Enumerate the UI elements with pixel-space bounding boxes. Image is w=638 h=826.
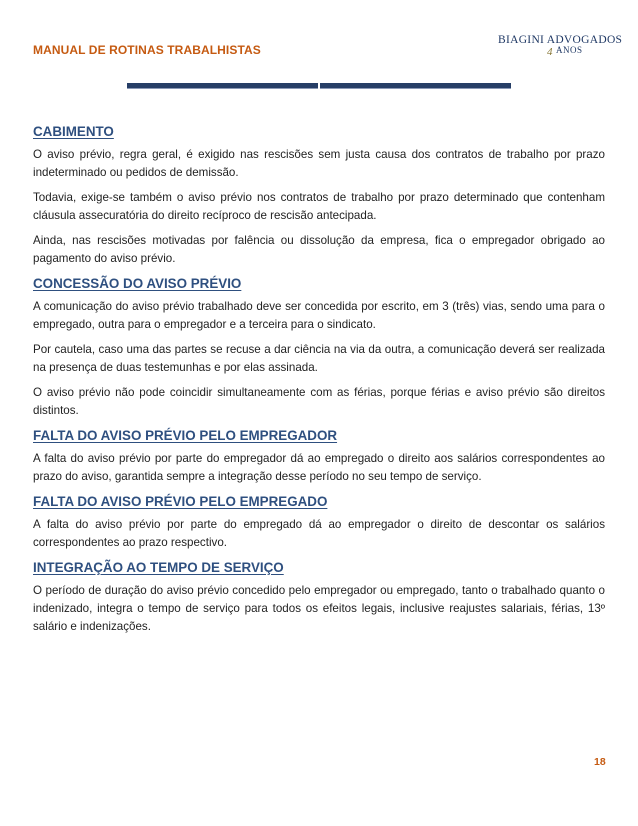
paragraph: Todavia, exige-se também o aviso prévio nos contratos de trabalho por prazo determinado que contenham cláusula assecuratória do direito recíproco de rescisão antecipada.: [33, 191, 605, 222]
logo-name: BIAGINI ADVOGADOS: [498, 34, 623, 46]
manual-title: MANUAL DE ROTINAS TRABALHISTAS: [33, 43, 261, 57]
section-integracao: [33, 559, 605, 636]
paragraph: Por cautela, caso uma das partes se recuse a dar ciência na via da outra, a comunicação deverá ser realizada na presença de duas testemunhas e por elas assinada.: [33, 343, 605, 374]
paragraph: O aviso prévio não pode coincidir simultaneamente com as férias, porque férias e aviso prévio são direitos distintos.: [33, 386, 605, 417]
logo-swash: 4: [547, 46, 553, 58]
section-falta-empregado: [33, 493, 605, 552]
paragraph: Ainda, nas rescisões motivadas por falência ou dissolução da empresa, fica o empregador obrigado ao pagamento do aviso prévio.: [33, 234, 605, 265]
document-body: [33, 123, 605, 643]
section-heading: CONCESSÃO DO AVISO PRÉVIO: [33, 276, 242, 291]
header-rule-left: [127, 83, 318, 88]
paragraph: A comunicação do aviso prévio trabalhado deve ser concedida por escrito, em 3 (três) vias, sendo uma para o empregado, outra para o empregador e a terceira para o sindicato.: [33, 300, 605, 331]
company-logo: [492, 34, 623, 68]
section-concessao: [33, 275, 605, 420]
paragraph: A falta do aviso prévio por parte do empregado dá ao empregador o direito de descontar os salários correspondentes ao prazo respectivo.: [33, 518, 605, 549]
section-heading: CABIMENTO: [33, 124, 114, 139]
page-number: 18: [594, 756, 606, 768]
section-falta-empregador: [33, 427, 605, 486]
paragraph: A falta do aviso prévio por parte do empregador dá ao empregado o direito aos salários correspondentes ao prazo do aviso, garantida sempre a integração desse período no seu tempo de serviço.: [33, 452, 605, 483]
section-heading: INTEGRAÇÃO AO TEMPO DE SERVIÇO: [33, 560, 284, 575]
header-rule-right: [320, 83, 511, 88]
paragraph: O aviso prévio, regra geral, é exigido nas rescisões sem justa causa dos contratos de trabalho por prazo indeterminado ou pedidos de demissão.: [33, 148, 605, 179]
paragraph: O período de duração do aviso prévio concedido pelo empregador ou empregado, tanto o trabalhado quanto o indenizado, integra o tempo de serviço para todos os efeitos legais, inclusive reajustes salariais, férias, 13º salário e indenizações.: [33, 584, 605, 633]
section-heading: FALTA DO AVISO PRÉVIO PELO EMPREGADOR: [33, 428, 338, 443]
section-heading: FALTA DO AVISO PRÉVIO PELO EMPREGADO: [33, 494, 328, 509]
logo-anos: ANOS: [556, 45, 583, 55]
section-cabimento: [33, 123, 605, 268]
